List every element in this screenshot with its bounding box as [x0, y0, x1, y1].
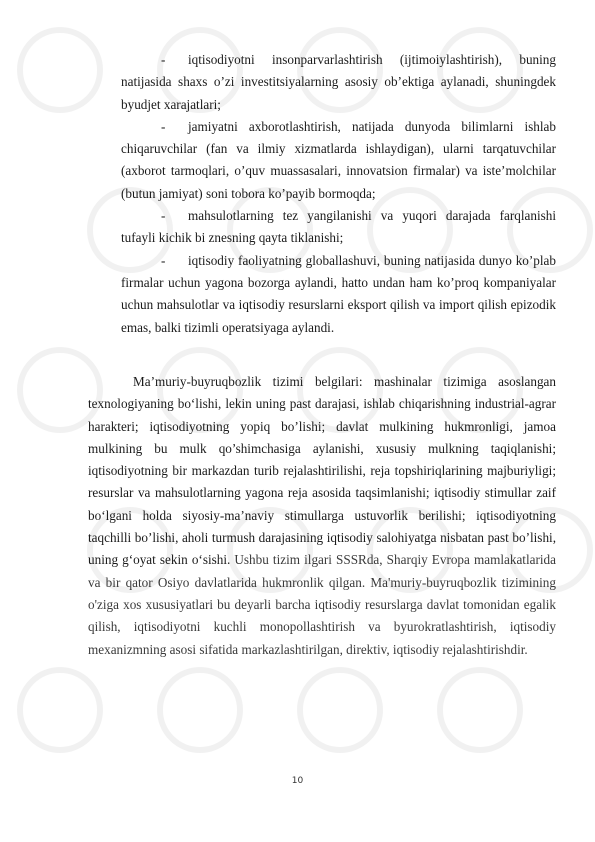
- body-paragraph-tail: Ushbu tizim ilgari SSSRda, Sharqiy Evropa mamlakatlarida va bir qator Osiyo davlatlarida hukmronlik qilgan. Ma'muriy-buyruqbozlik tizimining o'ziga xos xususiyatlari bu deyarli barcha iqtisodiy resurslarga davlat tomonidan egalik qilish, iqtisodiyotni kuchli monopollashtirish va byurokratlashtirish, iqtisodiy mexanizmning asosi sifatida markazlashtirilgan, direktiv, iqtisodiy rejalashtirishdir.: [88, 552, 556, 657]
- bullet-text: iqtisodiyotni insonparvarlashtirish (ijtimoiylashtirish), buning natijasida shaxs o’zi investitsiyalarning asosiy ob’ektiga aylanadi, shuningdek byudjet xarajatlari;: [121, 52, 556, 112]
- bullet-marker: -: [161, 118, 166, 134]
- bullet-item: [121, 205, 556, 250]
- page-number: 10: [291, 776, 304, 786]
- bullet-item: [121, 250, 556, 339]
- bullet-text: jamiyatni axborotlashtirish, natijada dunyoda bilimlarni ishlab chiqaruvchilar (fan va ilmiy xizmatlarda ishlaydigan), ularni tarqatuvchilar (axborot tarmoqlari, o’quv muassasalari, innovatsion firmalar) va iste’molchilar (butun jamiyat) soni tobora ko’payib bormoqda;: [121, 118, 556, 201]
- bullet-item: [121, 116, 556, 205]
- bullet-marker: -: [161, 208, 166, 224]
- bullet-list: [121, 49, 556, 339]
- body-paragraph-main: Ma’muriy-buyruqbozlik tizimi belgilari: mashinalar tizimiga asoslangan texnologiyaning bo‘lishi, lekin uning past darajasi, ishlab chiqarishning industrial-agrar harakteri; iqtisodiyotning yopiq bo’lishi; davlat mulkining hukmronligi, jamoa mulkining bu mulk qo’shimchasiga aylanishi, xususiy mulkning taqiqlanishi; iqtisodiyotning bir markazdan turib rejalashtirilishi, reja topshiriqlarining majburiyligi; resurslar va mahsulotlarning yagona reja asosida taqsimlanishi; iqtisodiy stimullar zaif bo‘lgani holda siyosiy-ma’naviy stimullarga ustuvorlik berilishi; iqtisodiyotning taqchilli bo’lishi, aholi turmush darajasining iqtisodiy salohiyatga nisbatan past bo’lishi, uning g‘oyat sekin o‘sishi.: [88, 374, 556, 568]
- bullet-marker: -: [161, 252, 166, 268]
- bullet-item: [121, 49, 556, 116]
- bullet-text: mahsulotlarning tez yangilanishi va yuqori darajada farqlanishi tufayli kichik bi znesning qayta tiklanishi;: [121, 208, 556, 246]
- bullet-text: iqtisodiy faoliyatning globallashuvi, buning natijasida dunyo ko’plab firmalar uchun yagona bozorga aylandi, hatto undan ham ko’proq kompaniyalar uchun mahsulotlar va iqtisodiy resurslarni eksport qilish va import qilish epizodik emas, balki tizimli operatsiyaga aylandi.: [121, 252, 556, 335]
- bullet-marker: -: [161, 52, 166, 67]
- body-paragraph: [88, 371, 556, 661]
